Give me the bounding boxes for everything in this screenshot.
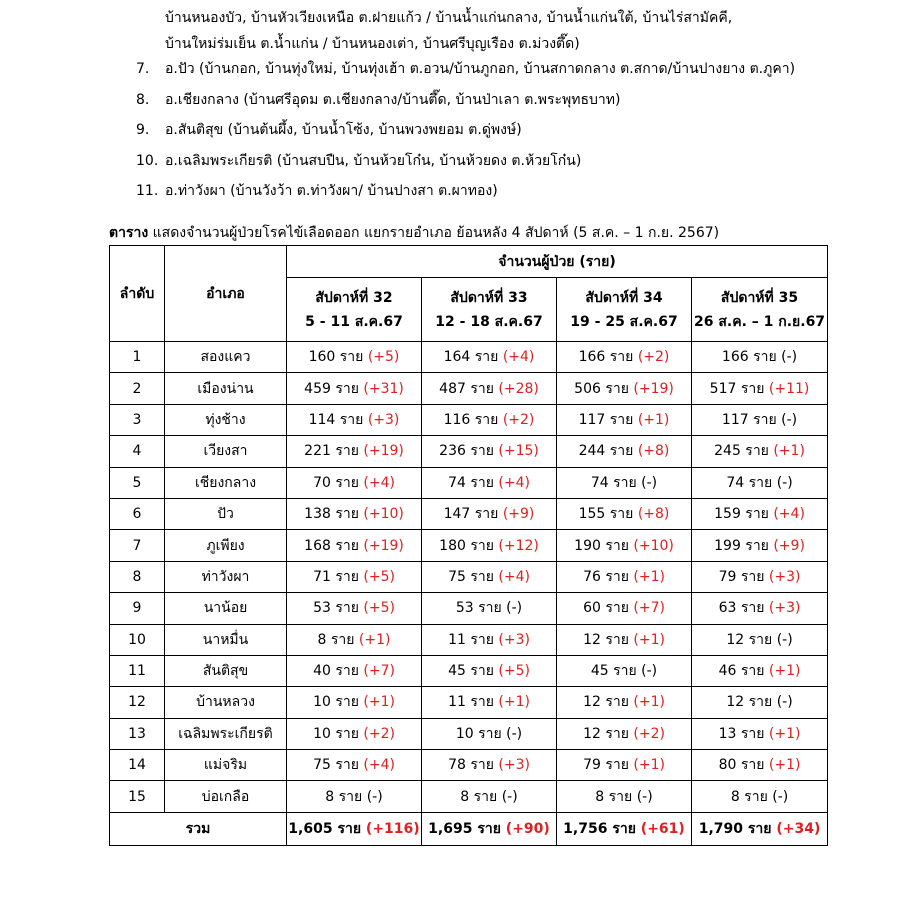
case-cell <box>557 593 692 624</box>
case-cell <box>692 561 828 592</box>
header-order: ลำดับ <box>110 246 165 342</box>
case-count: 53 ราย <box>455 600 502 617</box>
row-number: 2 <box>110 373 165 404</box>
table-row <box>110 718 828 749</box>
case-change: (+10) <box>363 506 404 523</box>
case-change: (+1) <box>358 631 391 648</box>
case-cell <box>557 718 692 749</box>
case-count: 8 ราย <box>595 788 633 805</box>
case-cell <box>557 750 692 781</box>
case-count: 10 ราย <box>313 725 359 742</box>
case-cell <box>422 530 557 561</box>
list-number: 11. <box>136 183 159 200</box>
case-change: (+15) <box>498 443 539 460</box>
case-count: 75 ราย <box>448 568 494 585</box>
total-count: 1,756 ราย <box>563 820 636 837</box>
table-body <box>110 342 828 846</box>
case-cell <box>287 750 422 781</box>
case-count: 160 ราย <box>308 349 364 366</box>
list-text: อ.ปัว (บ้านกอก, บ้านทุ่งใหม่, บ้านทุ่งเฮ้า ต.อวน/บ้านภูกอก, บ้านสกาดกลาง ต.สกาด/บ้านปางยาง ต.ภูคา) <box>165 61 796 77</box>
case-cell <box>692 593 828 624</box>
case-cell <box>422 781 557 812</box>
district-name: ทุ่งช้าง <box>165 404 287 435</box>
district-name: สันติสุข <box>165 655 287 686</box>
case-cell <box>692 718 828 749</box>
district-name: บ่อเกลือ <box>165 781 287 812</box>
table-row <box>110 436 828 467</box>
district-name: ภูเพียง <box>165 530 287 561</box>
case-change: (+28) <box>498 380 539 397</box>
total-cell <box>692 812 828 845</box>
case-change: (+2) <box>502 411 535 428</box>
table-row <box>110 624 828 655</box>
case-cell <box>287 530 422 561</box>
week-range: 26 ส.ค. – 1 ก.ย.67 <box>693 313 826 330</box>
total-cell <box>287 812 422 845</box>
case-count: 159 ราย <box>714 506 769 523</box>
week-label: สัปดาห์ที่ 32 <box>315 289 393 306</box>
total-row <box>110 812 828 845</box>
case-count: 199 ราย <box>714 537 769 554</box>
case-cell <box>287 687 422 718</box>
case-cell <box>422 342 557 373</box>
case-change: (+4) <box>502 349 535 366</box>
total-cell <box>557 812 692 845</box>
case-cell <box>287 404 422 435</box>
case-count: 12 ราย <box>583 725 629 742</box>
case-change: (-) <box>772 788 789 805</box>
case-count: 74 ราย <box>590 474 637 491</box>
case-cell <box>692 342 828 373</box>
case-cell <box>422 498 557 529</box>
case-change: (+2) <box>633 725 665 742</box>
case-count: 53 ราย <box>313 600 359 617</box>
case-change: (-) <box>636 788 653 805</box>
case-cell <box>422 404 557 435</box>
case-count: 8 ราย <box>325 788 363 805</box>
case-change: (+9) <box>773 537 805 554</box>
case-cell <box>692 781 828 812</box>
case-cell <box>287 655 422 686</box>
case-count: 78 ราย <box>448 757 494 774</box>
case-count: 8 ราย <box>730 788 768 805</box>
case-count: 190 ราย <box>574 537 629 554</box>
case-change: (+10) <box>633 537 674 554</box>
case-cell <box>557 373 692 404</box>
table-row <box>110 467 828 498</box>
case-change: (-) <box>781 411 798 428</box>
case-count: 60 ราย <box>583 600 629 617</box>
case-change: (+9) <box>502 506 535 523</box>
total-change: (+34) <box>776 820 821 837</box>
case-cell <box>557 561 692 592</box>
case-change: (+5) <box>367 349 400 366</box>
district-name: ท่าวังผา <box>165 561 287 592</box>
week-header <box>422 278 557 342</box>
row-number: 10 <box>110 624 165 655</box>
row-number: 4 <box>110 436 165 467</box>
case-change: (+7) <box>633 600 665 617</box>
case-count: 459 ราย <box>304 380 359 397</box>
case-change: (+2) <box>363 725 395 742</box>
case-change: (+31) <box>363 380 404 397</box>
caption-bold: ตาราง <box>109 225 149 241</box>
case-change: (-) <box>641 474 658 491</box>
case-change: (+1) <box>768 663 801 680</box>
week-label: สัปดาห์ที่ 34 <box>585 289 663 306</box>
total-cell <box>422 812 557 845</box>
case-change: (-) <box>366 788 383 805</box>
row-number: 9 <box>110 593 165 624</box>
case-count: 221 ราย <box>304 443 359 460</box>
case-cell <box>287 624 422 655</box>
case-cell <box>422 593 557 624</box>
case-cell <box>557 655 692 686</box>
case-count: 245 ราย <box>714 443 769 460</box>
row-number: 6 <box>110 498 165 529</box>
case-cell <box>422 718 557 749</box>
week-range: 5 - 11 ส.ค.67 <box>305 313 403 330</box>
case-count: 244 ราย <box>578 443 634 460</box>
case-change: (+1) <box>633 568 665 585</box>
case-cell <box>692 498 828 529</box>
district-name: นาน้อย <box>165 593 287 624</box>
case-change: (+8) <box>637 443 670 460</box>
case-cell <box>557 404 692 435</box>
list-text: อ.เฉลิมพระเกียรติ (บ้านสบปืน, บ้านห้วยโก๋น, บ้านห้วยดง ต.ห้วยโก๋น) <box>165 152 582 169</box>
row-number: 15 <box>110 781 165 812</box>
table-row <box>110 404 828 435</box>
case-cell <box>287 593 422 624</box>
case-change: (+1) <box>773 443 805 460</box>
case-cell <box>287 342 422 373</box>
row-number: 11 <box>110 655 165 686</box>
list-item <box>136 59 795 90</box>
district-name: แม่จริม <box>165 750 287 781</box>
total-count: 1,605 ราย <box>288 820 362 837</box>
week-range: 12 - 18 ส.ค.67 <box>435 313 543 330</box>
row-number: 14 <box>110 750 165 781</box>
case-change: (-) <box>776 474 793 491</box>
list-number: 10. <box>136 152 159 169</box>
case-count: 45 ราย <box>448 663 494 680</box>
case-change: (+4) <box>363 757 395 774</box>
case-count: 63 ราย <box>718 600 765 617</box>
case-count: 79 ราย <box>718 568 765 585</box>
case-count: 71 ราย <box>313 568 359 585</box>
total-label: รวม <box>110 812 287 845</box>
case-count: 117 ราย <box>578 411 634 428</box>
case-count: 12 ราย <box>726 694 773 711</box>
district-name: เชียงกลาง <box>165 467 287 498</box>
case-cell <box>287 718 422 749</box>
week-label: สัปดาห์ที่ 35 <box>720 289 799 306</box>
table-row <box>110 655 828 686</box>
case-count: 487 ราย <box>439 380 494 397</box>
case-change: (-) <box>776 694 793 711</box>
case-count: 76 ราย <box>583 568 629 585</box>
case-count: 79 ราย <box>583 757 629 774</box>
district-list <box>136 59 795 212</box>
case-change: (+7) <box>363 663 395 680</box>
table-row <box>110 342 828 373</box>
case-count: 12 ราย <box>726 631 773 648</box>
case-change: (-) <box>776 631 793 648</box>
header-patients: จำนวนผู้ป่วย (ราย) <box>287 246 828 278</box>
case-cell <box>287 781 422 812</box>
case-count: 40 ราย <box>313 663 359 680</box>
table-row <box>110 498 828 529</box>
list-item <box>136 151 795 182</box>
district-name: ปัว <box>165 498 287 529</box>
case-change: (+1) <box>633 694 665 711</box>
list-number: 8. <box>136 91 150 108</box>
row-number: 7 <box>110 530 165 561</box>
total-change: (+61) <box>640 820 685 837</box>
case-cell <box>422 655 557 686</box>
table-caption <box>109 223 719 243</box>
case-cell <box>692 404 828 435</box>
list-number: 9. <box>136 122 150 139</box>
row-number: 3 <box>110 404 165 435</box>
case-change: (+1) <box>498 694 530 711</box>
case-count: 117 ราย <box>721 411 777 428</box>
case-cell <box>422 687 557 718</box>
table-row <box>110 781 828 812</box>
continued-line-2: บ้านใหม่ร่มเย็น ต.น้ำแก่น / บ้านหนองเต่า, บ้านศรีบุญเรือง ต.ม่วงตึ๊ด) <box>165 36 580 52</box>
case-change: (-) <box>781 349 798 366</box>
case-cell <box>287 561 422 592</box>
caption-text: แสดงจำนวนผู้ป่วยโรคไข้เลือดออก แยกรายอำเภอ ย้อนหลัง 4 สัปดาห์ (5 ส.ค. – 1 ก.ย. 2567) <box>148 225 720 241</box>
case-count: 138 ราย <box>304 506 359 523</box>
case-cell <box>557 624 692 655</box>
case-count: 147 ราย <box>443 506 499 523</box>
case-count: 46 ราย <box>718 663 765 680</box>
case-cell <box>557 687 692 718</box>
table-row <box>110 561 828 592</box>
case-change: (+5) <box>363 600 395 617</box>
case-count: 10 ราย <box>313 694 359 711</box>
case-cell <box>287 467 422 498</box>
case-change: (+3) <box>498 631 530 648</box>
case-count: 114 ราย <box>308 411 364 428</box>
week-range: 19 - 25 ส.ค.67 <box>570 313 678 330</box>
case-change: (+8) <box>637 506 670 523</box>
district-name: เวียงสา <box>165 436 287 467</box>
case-cell <box>422 561 557 592</box>
case-count: 12 ราย <box>583 631 629 648</box>
case-change: (+2) <box>637 349 670 366</box>
case-count: 155 ราย <box>578 506 634 523</box>
case-count: 517 ราย <box>709 380 765 397</box>
case-count: 70 ราย <box>313 474 359 491</box>
case-cell <box>557 436 692 467</box>
case-cell <box>557 530 692 561</box>
case-cell <box>287 436 422 467</box>
case-count: 506 ราย <box>574 380 629 397</box>
case-change: (+3) <box>768 600 801 617</box>
row-number: 1 <box>110 342 165 373</box>
row-number: 12 <box>110 687 165 718</box>
week-header <box>287 278 422 342</box>
table-row <box>110 530 828 561</box>
case-change: (+3) <box>498 757 530 774</box>
case-cell <box>287 373 422 404</box>
case-change: (+1) <box>637 411 670 428</box>
case-count: 13 ราย <box>718 725 765 742</box>
case-change: (+1) <box>768 757 801 774</box>
dengue-table <box>109 245 828 846</box>
continued-line-1: บ้านหนองบัว, บ้านหัวเวียงเหนือ ต.ฝายแก้ว / บ้านน้ำแก่นกลาง, บ้านน้ำแก่นใต้, บ้านไร่สามัคคี, <box>165 10 733 26</box>
case-cell <box>422 624 557 655</box>
case-change: (+4) <box>773 506 805 523</box>
row-number: 13 <box>110 718 165 749</box>
case-change: (+5) <box>498 663 530 680</box>
table-row <box>110 687 828 718</box>
case-count: 166 ราย <box>721 349 777 366</box>
list-item <box>136 181 795 212</box>
case-cell <box>692 624 828 655</box>
case-count: 8 ราย <box>460 788 498 805</box>
case-cell <box>692 530 828 561</box>
case-change: (-) <box>506 600 523 617</box>
case-change: (+19) <box>363 443 404 460</box>
case-count: 116 ราย <box>443 411 499 428</box>
case-change: (+1) <box>633 757 665 774</box>
total-count: 1,695 ราย <box>428 820 501 837</box>
case-count: 45 ราย <box>590 663 637 680</box>
case-change: (+3) <box>768 568 801 585</box>
case-cell <box>557 498 692 529</box>
case-count: 74 ราย <box>726 474 773 491</box>
total-change: (+90) <box>505 820 550 837</box>
row-number: 8 <box>110 561 165 592</box>
case-cell <box>692 655 828 686</box>
case-cell <box>557 467 692 498</box>
table-row <box>110 750 828 781</box>
district-name: เฉลิมพระเกียรติ <box>165 718 287 749</box>
case-count: 10 ราย <box>455 725 502 742</box>
case-change: (+4) <box>498 568 530 585</box>
case-change: (+3) <box>367 411 400 428</box>
case-cell <box>287 498 422 529</box>
case-count: 75 ราย <box>313 757 359 774</box>
case-change: (+11) <box>768 380 810 397</box>
list-text: อ.เชียงกลาง (บ้านศรีอุดม ต.เชียงกลาง/บ้านตึ๊ด, บ้านป่าเลา ต.พระพุทธบาท) <box>165 91 621 108</box>
case-count: 180 ราย <box>439 537 494 554</box>
case-cell <box>557 342 692 373</box>
case-change: (-) <box>501 788 518 805</box>
case-count: 11 ราย <box>448 694 494 711</box>
case-change: (+19) <box>363 537 404 554</box>
list-number: 7. <box>136 61 150 77</box>
case-count: 166 ราย <box>578 349 634 366</box>
week-label: สัปดาห์ที่ 33 <box>450 289 528 306</box>
list-item <box>136 120 795 151</box>
case-count: 8 ราย <box>317 631 355 648</box>
case-count: 164 ราย <box>443 349 499 366</box>
case-change: (+4) <box>498 474 530 491</box>
case-change: (+1) <box>768 725 801 742</box>
week-header <box>557 278 692 342</box>
table-row <box>110 593 828 624</box>
case-change: (+4) <box>363 474 395 491</box>
header-district: อำเภอ <box>165 246 287 342</box>
district-name: สองแคว <box>165 342 287 373</box>
district-name: เมืองน่าน <box>165 373 287 404</box>
case-count: 12 ราย <box>583 694 629 711</box>
case-change: (+12) <box>498 537 539 554</box>
case-change: (-) <box>506 725 523 742</box>
district-name: นาหมื่น <box>165 624 287 655</box>
list-text: อ.ท่าวังผา (บ้านวังว้า ต.ท่าวังผา/ บ้านปางสา ต.ผาทอง) <box>165 183 498 200</box>
total-count: 1,790 ราย <box>698 820 772 837</box>
list-text: อ.สันติสุข (บ้านต้นผึ้ง, บ้านน้ำโซ้ง, บ้านพวงพยอม ต.ดู่พงษ์) <box>165 122 522 139</box>
table-row <box>110 373 828 404</box>
case-cell <box>692 467 828 498</box>
case-cell <box>422 467 557 498</box>
case-count: 11 ราย <box>448 631 494 648</box>
case-change: (+1) <box>633 631 665 648</box>
district-name: บ้านหลวง <box>165 687 287 718</box>
case-count: 236 ราย <box>439 443 494 460</box>
case-count: 74 ราย <box>448 474 494 491</box>
case-change: (+5) <box>363 568 395 585</box>
case-cell <box>692 750 828 781</box>
case-cell <box>692 687 828 718</box>
case-cell <box>422 436 557 467</box>
case-count: 80 ราย <box>718 757 765 774</box>
case-count: 168 ราย <box>304 537 359 554</box>
case-cell <box>557 781 692 812</box>
case-change: (-) <box>641 663 658 680</box>
row-number: 5 <box>110 467 165 498</box>
case-cell <box>692 373 828 404</box>
case-cell <box>422 373 557 404</box>
total-change: (+116) <box>365 820 420 837</box>
case-cell <box>422 750 557 781</box>
list-item <box>136 90 795 121</box>
case-cell <box>692 436 828 467</box>
case-change: (+1) <box>363 694 395 711</box>
week-header <box>692 278 828 342</box>
case-change: (+19) <box>633 380 674 397</box>
